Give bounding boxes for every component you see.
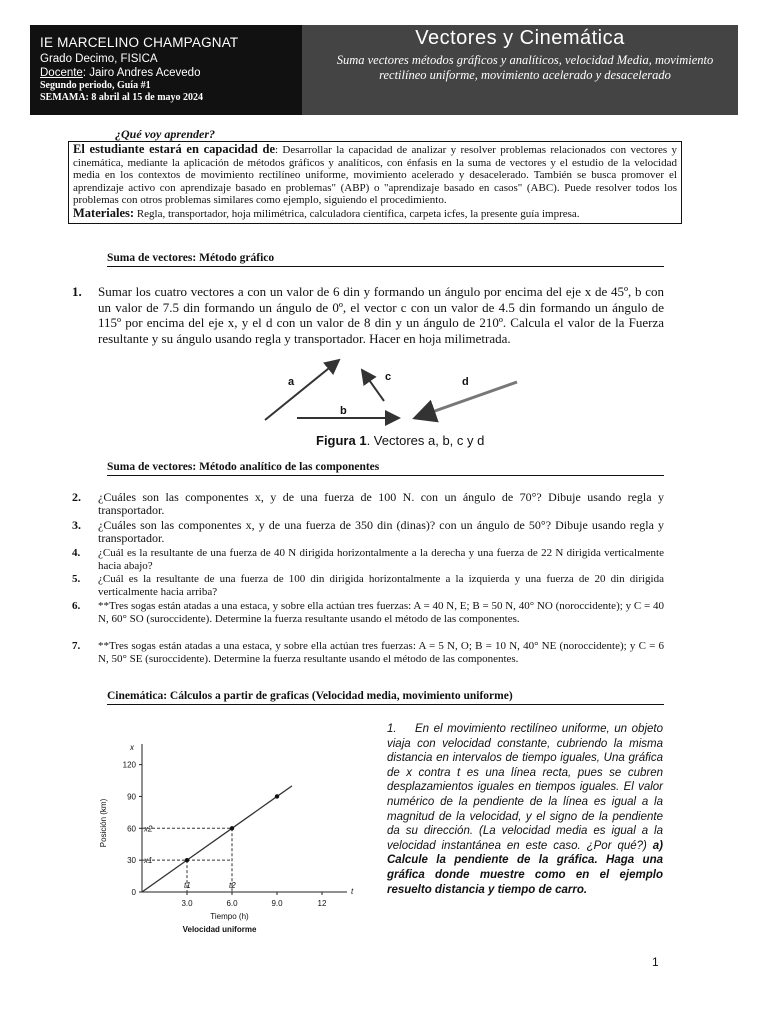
problem-4 <box>72 547 664 572</box>
problem-text: ¿Cuáles son las componentes x, y de una fuerza de 350 din (dinas)? con un ángulo de 50°? Dibuje usando regla y transportador. <box>98 518 664 545</box>
page-number: 1 <box>652 955 659 969</box>
paragraph-text: En el movimiento rectilíneo uniforme, un objeto viaja con velocidad constante, cubriendo la misma distancia en intervalos de tiempo iguales, Una gráfica de x contra t es una línea recta, pues se cubren desplazamientos iguales en tiempos iguales. El valor numérico de la pendiente de la línea es igual a la magnitud de la velocidad, y el signo de la pendiente da su dirección. (La velocidad media es igual a la velocidad instantánea en este caso. ¿Por qué?) <box>387 723 663 852</box>
problem-1 <box>72 284 664 346</box>
section-title-graphic-method: Suma de vectores: Método gráfico <box>107 252 664 267</box>
problem-number: 5. <box>72 573 81 585</box>
problem-text: **Tres sogas están atadas a una estaca, y sobre ella actúan tres fuerzas: A = 5 N, O; B = 10 N, 40° NE (noroccidente); y C = 6 N, 50° SE (suroccidente). Determine la fuerza resultante usando el método de las componentes. <box>98 640 664 665</box>
vector-d-label: d <box>462 376 469 388</box>
x-tick-label: 9.0 <box>271 899 283 908</box>
y-tick-label: 0 <box>131 888 136 897</box>
materials-label: Materiales: <box>73 205 135 220</box>
grade-subject: Grado Decimo, FISICA <box>40 53 158 65</box>
problem-number: 6. <box>72 600 81 612</box>
y-tick-label: 60 <box>127 824 136 834</box>
teacher-label: Docente <box>40 67 83 79</box>
y-axis-symbol: x <box>130 743 134 752</box>
paragraph-task: a) Calcule la pendiente de la gráfica. Haga una gráfica donde muestre como en el ejemplo resuelto distancia y tiempo de carro. <box>387 839 663 896</box>
week-text: SEMAMA: 8 abril al 15 de mayo 2024 <box>40 92 204 103</box>
problem-text: **Tres sogas están atadas a una estaca, y sobre ella actúan tres fuerzas: A = 40 N, E; B = 50 N, 40° NO (noroccidente); y C = 40 N, 60° SO (suroccidente). Determine la fuerza resultante usando el método de las componentes. <box>98 600 664 625</box>
page-title: Vectores y Cinemática <box>415 27 625 49</box>
page-subtitle: Suma vectores métodos gráficos y analíticos, velocidad Media, movimiento rectilíneo uniforme, movimiento acelerado y desacelerado <box>336 53 714 82</box>
kinematics-paragraph <box>387 722 663 897</box>
annotation-t1: t1 <box>184 881 191 890</box>
paragraph-number: 1. <box>387 723 397 735</box>
problem-number: 4. <box>72 547 81 559</box>
section-title-analytic-method: Suma de vectores: Método analítico de las componentes <box>107 461 664 476</box>
x-axis-label: Tiempo (h) <box>210 912 249 921</box>
figure-caption-label: Figura 1 <box>316 433 367 448</box>
capacity-text: : Desarrollar la capacidad de analizar y resolver problemas relacionados con vectores y cinemática, mediante la aplicación de métodos gráficos y analíticos, con énfasis en la suma de vectores y el estudio de la velocidad media en los contextos de movimiento rectilíneo uniforme, movimiento acelerado y desacelerado. También se busca promover el aprendizaje activo con aprendizaje basado en problemas" (ABP) o "aprendizaje basado en casos" (ABC). Puede resolver todos los problemas con otros problemas similares como ejemplo, siguiendo el procedimiento. <box>73 144 677 207</box>
x-tick-label: 3.0 <box>181 899 193 908</box>
vector-a-arrow <box>265 360 339 420</box>
teacher-name: : Jairo Andres Acevedo <box>82 67 201 79</box>
problem-6 <box>72 600 664 625</box>
vector-a-label: a <box>288 376 295 388</box>
objectives-box <box>68 141 682 224</box>
problem-2 <box>72 491 664 517</box>
y-tick-label: 30 <box>127 856 136 866</box>
problem-number: 2. <box>72 490 81 504</box>
x-axis-symbol: t <box>351 887 354 896</box>
figure-caption-text: . Vectores a, b, c y d <box>366 433 485 448</box>
period-text: Segundo periodo, Guía #1 <box>40 80 151 91</box>
position-time-chart <box>92 725 372 935</box>
y-tick-label: 120 <box>122 760 136 770</box>
section-title-kinematics: Cinemática: Cálculos a partir de graficas (Velocidad media, movimiento uniforme) <box>107 690 664 705</box>
school-name: IE MARCELINO CHAMPAGNAT <box>40 35 239 50</box>
learning-question: ¿Qué voy aprender? <box>115 127 215 141</box>
problem-7 <box>72 640 664 665</box>
figure-caption <box>316 433 484 448</box>
problem-text: ¿Cuáles son las componentes x, y de una fuerza de 100 N. con un ángulo de 70°? Dibuje usando regla y transportador. <box>98 490 664 517</box>
materials-text: Regla, transportador, hoja milimétrica, calculadora científica, carpeta icfes, la presente guía impresa. <box>134 207 580 220</box>
problem-text: ¿Cuál es la resultante de una fuerza de 40 N dirigida horizontalmente a la derecha y una fuerza de 22 N dirigida verticalmente hacia abajo? <box>98 547 664 572</box>
vectors-figure <box>255 348 525 430</box>
data-point <box>275 794 279 798</box>
problem-5 <box>72 573 664 598</box>
capacity-label: El estudiante estará en capacidad de <box>73 142 276 156</box>
vector-c-label: c <box>385 371 392 383</box>
problem-number: 3. <box>72 518 81 532</box>
annotation-x1: x1 <box>144 856 153 866</box>
y-axis-label: Posición (km) <box>99 798 108 848</box>
header-title-panel <box>302 25 738 115</box>
x-tick-label: 6.0 <box>226 899 238 908</box>
annotation-x2: x2 <box>144 824 153 834</box>
data-line <box>142 786 292 892</box>
data-point <box>185 858 189 862</box>
y-tick-label: 90 <box>127 792 136 802</box>
problem-number: 1. <box>72 284 82 299</box>
x-tick-label: 12 <box>317 899 327 908</box>
problem-text: Sumar los cuatro vectores a con un valor de 6 din y formando un ángulo por encima del eje x de 45º, b con un valor de 7.5 din formando un ángulo de 0º, el vector c con un valor de 4.5 din formando un ángulo de 115º por encima del eje x, y el d con un valor de 8 din y un ángulo de 210º. Calcula el valor de la Fuerza resultante y su ángulo usando regla y transportador. Hacer en hoja milimetrada. <box>98 284 664 346</box>
header-info-panel <box>30 25 302 115</box>
problem-text: ¿Cuál es la resultante de una fuerza de 100 din dirigida horizontalmente a la izquierda y una fuerza de 20 din dirigida verticalmente hacia arriba? <box>98 573 664 598</box>
problem-number: 7. <box>72 640 81 652</box>
teacher-line <box>40 67 200 79</box>
annotation-t2: t2 <box>229 881 236 890</box>
problem-3 <box>72 519 664 545</box>
vector-b-label: b <box>340 405 347 417</box>
data-point <box>230 826 234 830</box>
vector-c-arrow <box>362 370 384 401</box>
chart-title: Velocidad uniforme <box>182 925 257 934</box>
